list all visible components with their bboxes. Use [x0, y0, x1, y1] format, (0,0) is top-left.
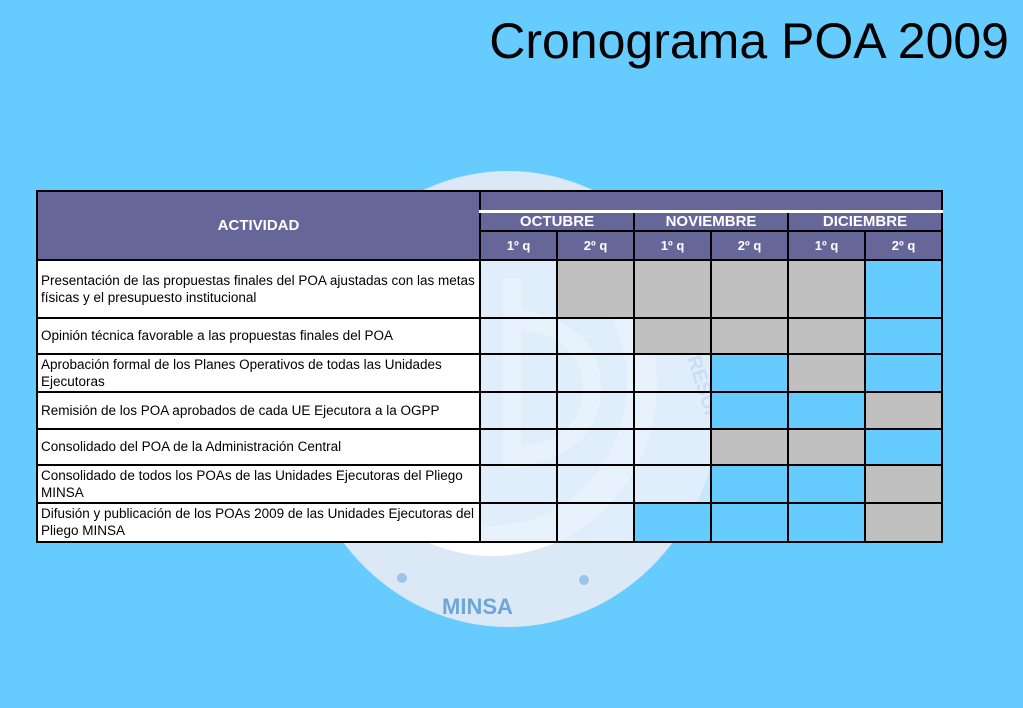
month-header-octubre: OCTUBRE [480, 211, 634, 231]
schedule-table [36, 190, 943, 543]
schedule-cell [788, 354, 865, 392]
schedule-cell [711, 392, 788, 429]
schedule-cell [557, 318, 634, 354]
activity-header: ACTIVIDAD [37, 191, 480, 260]
schedule-cell [557, 503, 634, 542]
watermark-dot [579, 575, 589, 585]
quincena-header: 2º q [865, 231, 942, 260]
schedule-cell [634, 392, 711, 429]
schedule-cell [557, 392, 634, 429]
schedule-cell [711, 354, 788, 392]
schedule-cell [711, 429, 788, 465]
schedule-cell [711, 260, 788, 318]
quincena-header: 1º q [788, 231, 865, 260]
schedule-cell [480, 318, 557, 354]
quincena-header: 2º q [711, 231, 788, 260]
schedule-cell [557, 354, 634, 392]
month-header-noviembre: NOVIEMBRE [634, 211, 788, 231]
schedule-cell [480, 260, 557, 318]
schedule-cell [788, 318, 865, 354]
schedule-cell [480, 503, 557, 542]
activity-cell: Remisión de los POA aprobados de cada UE Ejecutora a la OGPP [37, 392, 480, 429]
table-row [37, 503, 942, 542]
activity-cell: Consolidado del POA de la Administración Central [37, 429, 480, 465]
quincena-header: 2º q [557, 231, 634, 260]
month-header-diciembre: DICIEMBRE [788, 211, 942, 231]
schedule-cell [557, 429, 634, 465]
schedule-cell [711, 318, 788, 354]
schedule-cell [480, 429, 557, 465]
activity-cell: Presentación de las propuestas finales del POA ajustadas con las metas físicas y el presupuesto institucional [37, 260, 480, 318]
table-row [37, 392, 942, 429]
activity-cell: Opinión técnica favorable a las propuestas finales del POA [37, 318, 480, 354]
table-row [37, 260, 942, 318]
table-row [37, 429, 942, 465]
schedule-cell [480, 354, 557, 392]
schedule-cell [634, 429, 711, 465]
table-row [37, 354, 942, 392]
schedule-cell [711, 465, 788, 503]
schedule-cell [480, 392, 557, 429]
schedule-cell [480, 465, 557, 503]
schedule-cell [865, 429, 942, 465]
schedule-cell [634, 318, 711, 354]
activity-cell: Difusión y publicación de los POAs 2009 de las Unidades Ejecutoras del Pliego MINSA [37, 503, 480, 542]
schedule-cell [788, 392, 865, 429]
schedule-cell [788, 503, 865, 542]
table-row [37, 465, 942, 503]
table-row [37, 318, 942, 354]
page-title: Cronograma POA 2009 [489, 13, 1009, 69]
schedule-cell [788, 429, 865, 465]
schedule-cell [557, 465, 634, 503]
schedule-cell [865, 503, 942, 542]
schedule-cell [557, 260, 634, 318]
schedule-cell [788, 465, 865, 503]
header-spacer [480, 191, 942, 211]
quincena-header: 1º q [480, 231, 557, 260]
schedule-cell [634, 354, 711, 392]
schedule-cell [865, 260, 942, 318]
watermark-text-bottom: MINSA [442, 594, 513, 619]
schedule-cell [865, 354, 942, 392]
schedule-cell [865, 465, 942, 503]
activity-cell: Consolidado de todos los POAs de las Unidades Ejecutoras del Pliego MINSA [37, 465, 480, 503]
activity-cell: Aprobación formal de los Planes Operativos de todas las Unidades Ejecutoras [37, 354, 480, 392]
schedule-cell [711, 503, 788, 542]
watermark-dot [397, 573, 407, 583]
schedule-cell [865, 318, 942, 354]
schedule-cell [865, 392, 942, 429]
schedule-cell [788, 260, 865, 318]
quincena-header: 1º q [634, 231, 711, 260]
schedule-cell [634, 260, 711, 318]
schedule-cell [634, 503, 711, 542]
schedule-cell [634, 465, 711, 503]
